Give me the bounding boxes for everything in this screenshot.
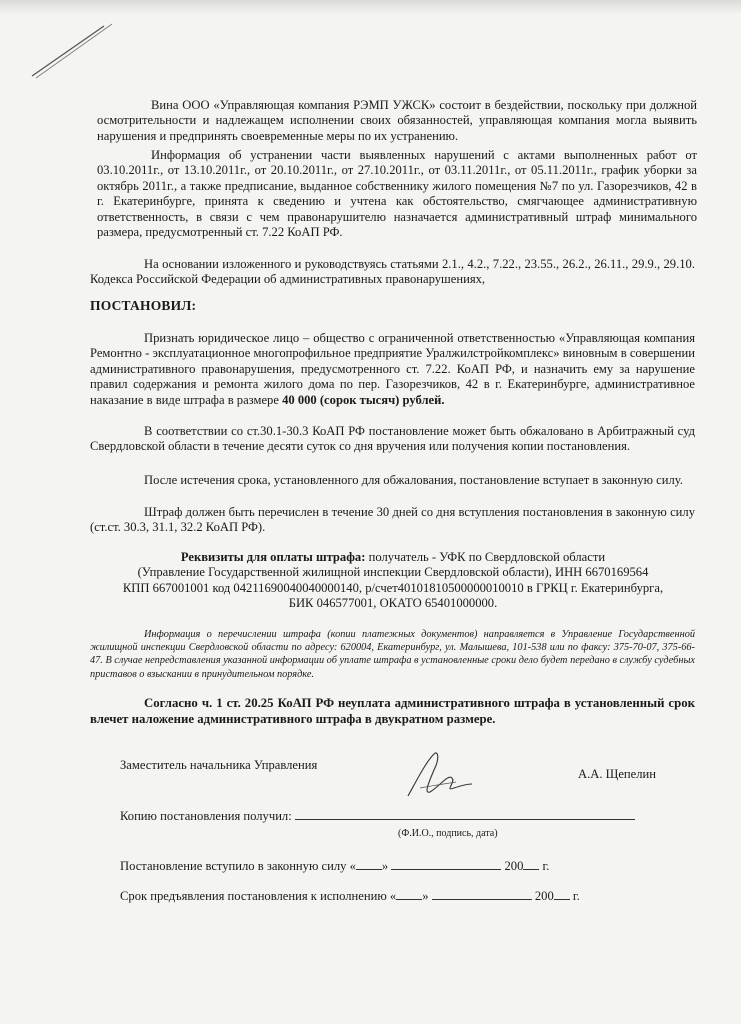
handwritten-signature xyxy=(400,748,480,808)
requisites-line-1: получатель - УФК по Свердловской области xyxy=(368,550,606,564)
requisites-line-3: КПП 667001001 код 04211690040040000140, р/счет40101810500000010010 в ГРКЦ г. Екатеринбурга, xyxy=(122,580,664,595)
entered-force-quote: » xyxy=(381,859,389,873)
transfer-paragraph: Штраф должен быть перечислен в течение 30 дней со дня вступления постановления в законную силу (ст.ст. 30.3, 31.1, 32.2 КоАП РФ). xyxy=(90,505,695,535)
scan-edge-shadow xyxy=(0,0,741,14)
copy-received-label: Копию постановления получил: xyxy=(120,809,292,823)
payment-requisites xyxy=(88,550,698,612)
resolved-heading: ПОСТАНОВИЛ: xyxy=(90,298,197,313)
enforcement-quote: » xyxy=(422,889,429,903)
enforcement-suffix: г. xyxy=(572,889,580,903)
appeal-paragraph: В соответствии со ст.30.1-30.3 КоАП РФ постановление может быть обжаловано в Арбитражный суд Свердловской области в течение десяти суток со дня вручения или получения копии постановления. xyxy=(90,424,695,454)
fine-amount: 40 000 (сорок тысяч) рублей. xyxy=(282,392,445,407)
entered-force-year: 200 xyxy=(504,859,524,873)
payment-info-note: Информация о перечислении штрафа (копии платежных документов) направляется в Управление Государственной жилищной инспекции Свердловской области по адресу: 620004, Екатеринбург, ул. Малышева, 101-538 или по факсу: 375-70-07, 375-66-47. В случае непредставления указанной информации об уплате штрафа в установленные сроки дело будет передано в службу судебных приставов о взыскании в принудительном порядке. xyxy=(90,629,695,680)
enforcement-row xyxy=(120,888,580,904)
scan-corner-mark xyxy=(30,20,150,80)
signer-name: А.А. Щепелин xyxy=(578,767,657,781)
requisites-line-4: БИК 046577001, ОКАТО 65401000000. xyxy=(288,596,498,611)
copy-received-caption: (Ф.И.О., подпись, дата) xyxy=(398,828,498,839)
enforcement-month-blank[interactable] xyxy=(432,888,532,900)
decision-paragraph xyxy=(90,331,695,408)
guilt-paragraph: Вина ООО «Управляющая компания РЭМП УЖСК» состоит в бездействии, поскольку при должной осмотрительности и надлежащем исполнении своих обязанностей, управляющая компания могла выявить нарушения и предпринять своевременные меры по их устранению. xyxy=(97,98,697,143)
entered-force-day-blank[interactable] xyxy=(356,858,382,870)
signer-position: Заместитель начальника Управления xyxy=(120,758,318,772)
enforcement-year-blank[interactable] xyxy=(554,888,570,900)
entered-force-suffix: г. xyxy=(542,859,550,873)
copy-received-blank[interactable] xyxy=(295,808,635,820)
entered-force-year-blank[interactable] xyxy=(523,858,539,870)
entered-force-month-blank[interactable] xyxy=(391,858,501,870)
enforcement-label: Срок предъявления постановления к исполнению « xyxy=(120,889,397,903)
copy-received-row xyxy=(120,808,635,824)
entered-force-row xyxy=(120,858,549,874)
requisites-label: Реквизиты для оплаты штрафа: xyxy=(180,550,366,564)
effect-paragraph: После истечения срока, установленного для обжалования, постановление вступает в законную силу. xyxy=(144,473,683,487)
non-payment-warning: Согласно ч. 1 ст. 20.25 КоАП РФ неуплата административного штрафа в установленный срок влечет наложение административного штрафа в двукратном размере. xyxy=(90,696,695,726)
entered-force-label: Постановление вступило в законную силу « xyxy=(120,859,356,873)
basis-paragraph: На основании изложенного и руководствуясь статьями 2.1., 4.2., 7.22., 23.55., 26.2., 26.11., 29.9., 29.10. Кодекса Российской Федерации об административных правонарушениях, xyxy=(90,257,695,287)
decision-text: Признать юридическое лицо – общество с ограниченной ответственностью «Управляющая компания Ремонтно - эксплуатационное многопрофильное предприятие Уралжилстройкомплекс» виновным в совершении административного правонарушения, предусмотренного ст. 7.22. КоАП РФ, и назначить ему за нарушение правил содержания и ремонта жилого дома по пер. Газорезчиков, 42 в г. Екатеринбурге, административное наказание в виде штрафа в размере xyxy=(90,331,695,407)
requisites-line-2: (Управление Государственной жилищной инспекции Свердловской области), ИНН 6670169564 xyxy=(137,565,649,580)
info-paragraph: Информация об устранении части выявленных нарушений с актами выполненных работ от 03.10.2011г., от 13.10.2011г., от 20.10.2011г., от 27.10.2011г., от 03.11.2011г., от 05.11.2011г., график уборки за октябрь 2011г., а также предписание, выданное собственнику жилого помещения №7 по ул. Газорезчиков, 42 в г. Екатеринбурге, принята к сведению и учтена как обстоятельство, смягчающее административную ответственность, в связи с чем правонарушителю назначается административный штраф минимального размера, предусмотренный ст. 7.22 КоАП РФ. xyxy=(97,148,697,240)
enforcement-day-blank[interactable] xyxy=(396,888,422,900)
enforcement-year: 200 xyxy=(534,889,554,903)
